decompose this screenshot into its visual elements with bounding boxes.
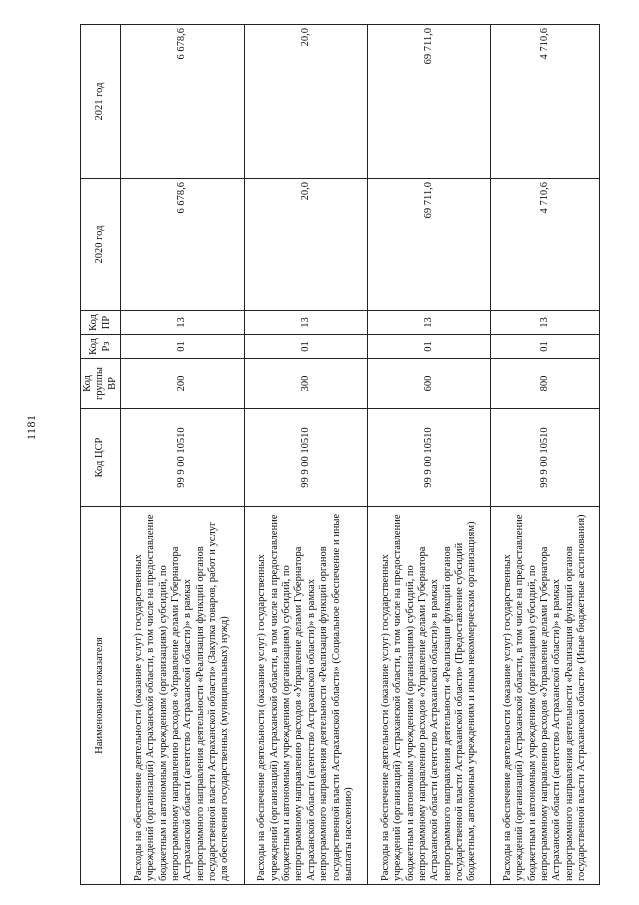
row-name: Расходы на обеспечение деятельности (оказание услуг) государственных учреждений (организаций) Астраханской области, в том числе на предоставление бюджетным и автономным учреждениям (организациям) субсидий, по непрограммному направлению расходов «Управление делами Губернатора Астраханской области (агентство Астраханской области)» в рамках непрограммного направления деятельности «Реализация функций органов государственной власти Астраханской области» (Предоставление субсидий бюджетным, автономным учреждениям и иным некоммерческим организациям) (368, 507, 491, 885)
header-row (81, 25, 121, 885)
table-row (491, 25, 600, 885)
header-vr: Код группы ВР (81, 359, 121, 409)
row-2021: 6 678,6 (121, 25, 244, 179)
header-2020: 2020 год (81, 179, 121, 311)
row-name: Расходы на обеспечение деятельности (оказание услуг) государственных учреждений (организаций) Астраханской области, в том числе на предоставление бюджетным и автономным учреждениям (организациям) субсидий, по непрограммному направлению расходов «Управление делами Губернатора Астраханской области (агентство Астраханской области)» в рамках непрограммного направления деятельности «Реализация функций органов государственной власти Астраханской области» (Иные бюджетные ассигнования) (491, 507, 600, 885)
row-vr: 600 (368, 359, 491, 409)
row-pr: 13 (244, 311, 367, 335)
table-row (121, 25, 244, 885)
row-csr: 99 9 00 10510 (491, 409, 600, 507)
header-2021: 2021 год (81, 25, 121, 179)
header-name: Наименование показателя (81, 507, 121, 885)
row-vr: 800 (491, 359, 600, 409)
row-csr: 99 9 00 10510 (121, 409, 244, 507)
row-2020: 6 678,6 (121, 179, 244, 311)
row-vr: 200 (121, 359, 244, 409)
row-2021: 69 711,0 (368, 25, 491, 179)
page-number: 1181 (24, 414, 38, 440)
table-row (368, 25, 491, 885)
row-2021: 4 710,6 (491, 25, 600, 179)
row-rz: 01 (244, 335, 367, 359)
row-2021: 20,0 (244, 25, 367, 179)
row-pr: 13 (491, 311, 600, 335)
row-2020: 69 711,0 (368, 179, 491, 311)
table-row (244, 25, 367, 885)
row-name: Расходы на обеспечение деятельности (оказание услуг) государственных учреждений (организаций) Астраханской области, в том числе на предоставление бюджетным и автономным учреждениям (организациям) субсидий, по непрограммному направлению расходов «Управление делами Губернатора Астраханской области (агентство Астраханской области)» в рамках непрограммного направления деятельности «Реализация функций органов государственной власти Астраханской области» (Социальное обеспечение и иные выплаты населению) (244, 507, 367, 885)
header-csr: Код ЦСР (81, 409, 121, 507)
rotated-table-container (80, 25, 600, 885)
row-pr: 13 (121, 311, 244, 335)
row-rz: 01 (368, 335, 491, 359)
header-rz: Код Рз (81, 335, 121, 359)
row-2020: 4 710,6 (491, 179, 600, 311)
row-csr: 99 9 00 10510 (368, 409, 491, 507)
row-rz: 01 (491, 335, 600, 359)
row-csr: 99 9 00 10510 (244, 409, 367, 507)
row-pr: 13 (368, 311, 491, 335)
header-pr: Код ПР (81, 311, 121, 335)
budget-table (80, 24, 600, 885)
row-rz: 01 (121, 335, 244, 359)
row-name: Расходы на обеспечение деятельности (оказание услуг) государственных учреждений (организаций) Астраханской области, в том числе на предоставление бюджетным и автономным учреждениям (организациям) субсидий, по непрограммному направлению расходов «Управление делами Губернатора Астраханской области (агентство Астраханской области)» в рамках непрограммного направления деятельности «Реализация функций органов государственной власти Астраханской области» (Закупка товаров, работ и услуг для обеспечения государственных (муниципальных) нужд) (121, 507, 244, 885)
row-2020: 20,0 (244, 179, 367, 311)
row-vr: 300 (244, 359, 367, 409)
